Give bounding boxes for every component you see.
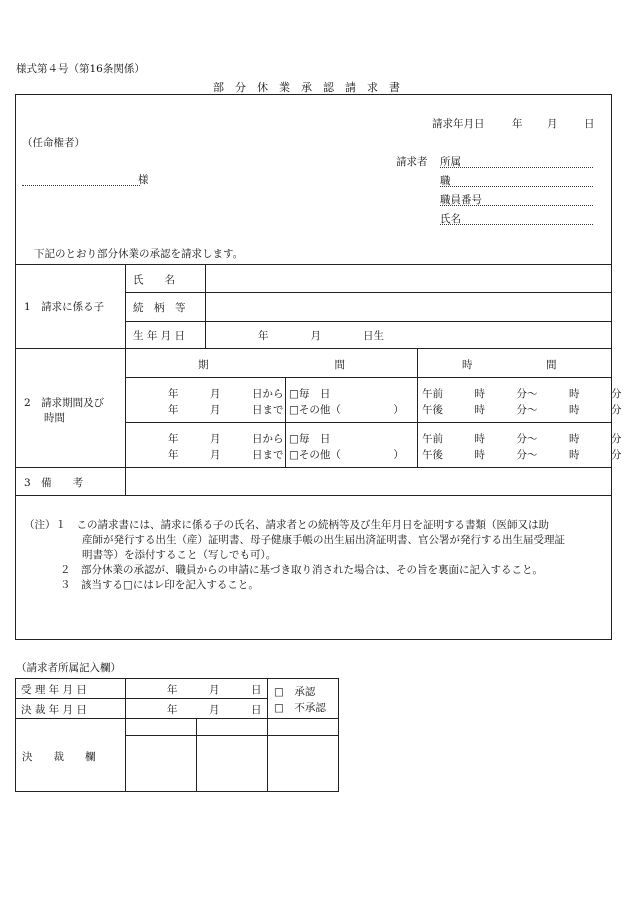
note-3: ３ 該当する□にはレ印を記入すること。 <box>60 579 259 591</box>
post-field[interactable] <box>440 186 593 187</box>
note-1-line1: （注）１ この請求書には、請求に係る子の氏名、請求者との続柄等及び生年月日を証明する書類（医師又は助 <box>24 519 549 531</box>
decision-stamp-cell-2[interactable] <box>197 736 266 791</box>
row1-daily-checkbox[interactable]: □毎 日 <box>289 388 331 400</box>
disapprove-checkbox[interactable]: □ 不承認 <box>274 702 326 714</box>
row1-to[interactable]: 年 月 日まで <box>168 404 284 416</box>
note-2: ２ 部分休業の承認が、職員からの申請に基づき取り消された場合は、その旨を裏面に記入すること。 <box>60 564 543 576</box>
note-1-line3: 明書等）を添付すること（写しでも可）。 <box>82 549 277 561</box>
section3-label: 3 備 考 <box>24 477 84 489</box>
staff-no-field[interactable] <box>440 205 593 206</box>
row2-other-checkbox[interactable]: □その他（ ） <box>289 449 404 461</box>
sama-label: 様 <box>138 174 149 186</box>
child-relation-label: 続 柄 等 <box>133 302 186 314</box>
received-date-value[interactable]: 年 月 日 <box>167 684 262 696</box>
decision-stamp-cell-1[interactable] <box>126 736 195 791</box>
child-birth-label: 生 年 月 日 <box>133 330 186 342</box>
note-1-line2: 産師が発行する出生（産）証明書、母子健康手帳の出生届出済証明書、官公署が発行する出生届受理証 <box>82 534 565 546</box>
decision-stamp-cell-3[interactable] <box>268 736 338 791</box>
decided-date-value[interactable]: 年 月 日 <box>167 704 262 716</box>
authority-label: （任命権者） <box>22 137 85 149</box>
remarks-field[interactable] <box>126 468 611 494</box>
child-birth-value[interactable]: 年 月 日生 <box>258 330 384 342</box>
form-title: 部 分 休 業 承 認 請 求 書 <box>213 81 400 94</box>
child-name-label: 氏 名 <box>133 274 175 286</box>
row-line-notes <box>15 495 612 496</box>
col-line-sec2-time <box>417 348 418 467</box>
dept-field[interactable] <box>440 167 593 168</box>
dept-label: 所属 <box>440 156 461 168</box>
form-id: 様式第４号（第16条関係） <box>16 63 145 75</box>
col-line-label <box>125 264 126 495</box>
child-relation-field[interactable] <box>206 293 611 320</box>
row-line-birth <box>125 321 612 322</box>
time-header: 時 間 <box>462 359 557 371</box>
approval-row-line-2 <box>15 718 339 719</box>
request-date-year: 年 <box>512 118 523 130</box>
requester-label: 請求者 <box>396 156 428 168</box>
row1-from[interactable]: 年 月 日から <box>168 388 284 400</box>
request-date-label: 請求年月日 <box>432 118 485 130</box>
intro-text: 下記のとおり部分休業の承認を請求します。 <box>34 248 244 260</box>
row1-pm-time[interactable]: 午後 時 分～ 時 分 <box>422 404 622 416</box>
row-line-sec2 <box>15 348 612 349</box>
section1-label: 1 請求に係る子 <box>24 301 105 313</box>
received-date-label: 受 理 年 月 日 <box>21 684 87 696</box>
approve-checkbox[interactable]: □ 承認 <box>274 686 316 698</box>
row1-other-checkbox[interactable]: □その他（ ） <box>289 404 404 416</box>
name-field[interactable] <box>440 224 593 225</box>
period-header: 期 間 <box>198 359 345 371</box>
col-line-sec2-period <box>285 377 286 467</box>
row-line-sec2-header <box>125 377 612 378</box>
decided-date-label: 決 裁 年 月 日 <box>21 704 87 716</box>
post-label: 職 <box>440 175 451 187</box>
approval-row-line-1 <box>15 698 267 699</box>
row2-am-time[interactable]: 午前 時 分～ 時 分 <box>422 433 622 445</box>
request-date-day: 日 <box>584 118 595 130</box>
approval-section-title: （請求者所属記入欄） <box>16 662 121 674</box>
section2-label-cont: 時間 <box>44 412 65 424</box>
row1-am-time[interactable]: 午前 時 分～ 時 分 <box>422 388 622 400</box>
request-date-month: 月 <box>547 118 558 130</box>
row2-from[interactable]: 年 月 日から <box>168 433 284 445</box>
authority-name-field[interactable] <box>22 185 140 186</box>
staff-no-label: 職員番号 <box>440 194 482 206</box>
section2-label: 2 請求期間及び <box>24 397 105 409</box>
row2-daily-checkbox[interactable]: □毎 日 <box>289 433 331 445</box>
child-name-field[interactable] <box>206 265 611 291</box>
row2-pm-time[interactable]: 午後 時 分～ 時 分 <box>422 449 622 461</box>
name-label: 氏名 <box>440 213 461 225</box>
row-line-sec2-row2 <box>125 422 612 423</box>
row2-to[interactable]: 年 月 日まで <box>168 449 284 461</box>
decision-column-label: 決 裁 欄 <box>22 751 96 763</box>
